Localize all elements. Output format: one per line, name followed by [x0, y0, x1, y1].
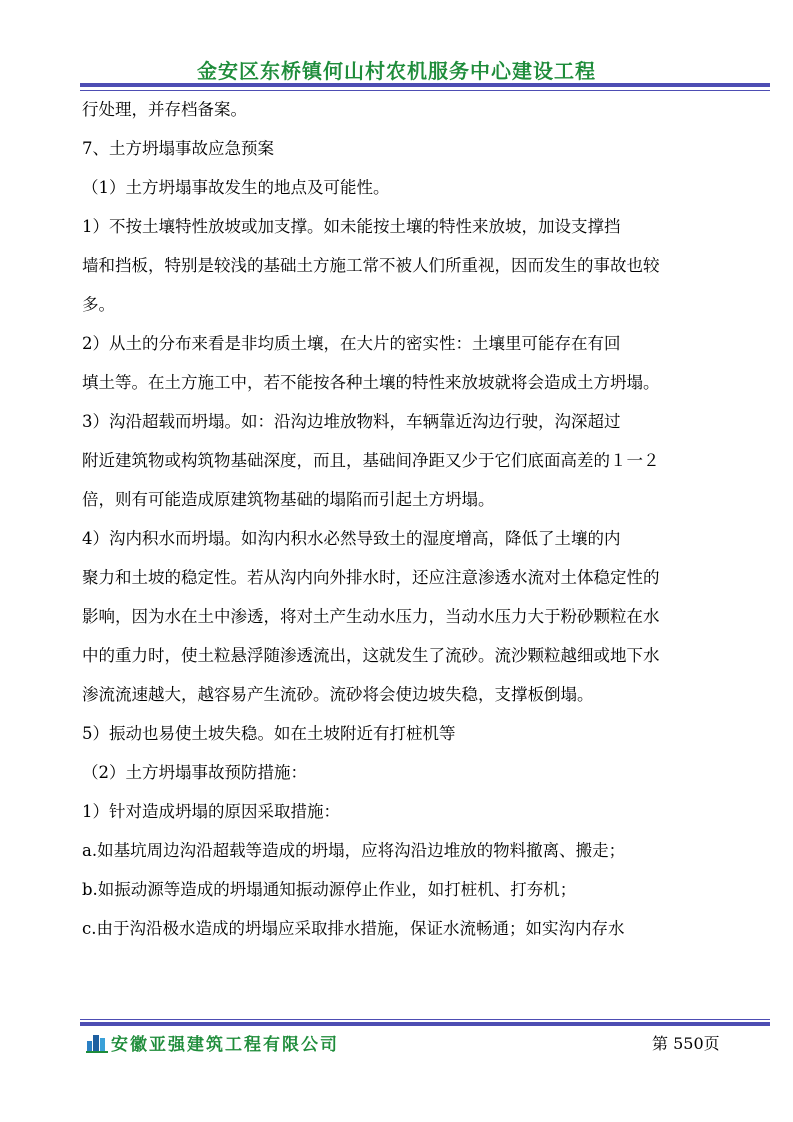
text-line: 影响，因为水在土中渗透，将对土产生动水压力，当动水压力大于粉砂颗粒在水: [82, 607, 660, 626]
text-line: 填土等。在土方施工中，若不能按各种土壤的特性来放坡就将会造成土方坍塌。: [82, 373, 660, 392]
text-line: （1）土方坍塌事故发生的地点及可能性。: [82, 178, 390, 197]
text-line: 4）沟内积水而坍塌。如沟内积水必然导致土的湿度增高，降低了土壤的内: [82, 529, 621, 548]
header-divider-thick: [80, 83, 770, 87]
header-divider-thin: [80, 90, 770, 91]
text-line: 倍，则有可能造成原建筑物基础的塌陷而引起土方坍塌。: [82, 490, 495, 509]
text-line: 多。: [82, 295, 115, 314]
footer-divider-thick: [80, 1022, 770, 1026]
document-body: [82, 97, 714, 941]
text-line: 2）从土的分布来看是非均质土壤，在大片的密实性：土壤里可能存在有回: [82, 334, 621, 353]
text-line: 聚力和土坡的稳定性。若从沟内向外排水时，还应注意渗透水流对土体稳定性的: [82, 568, 660, 587]
text-line: 中的重力时，使土粒悬浮随渗透流出，这就发生了流砂。流沙颗粒越细或地下水: [82, 646, 660, 665]
text-line: 1）不按土壤特性放坡或加支撑。如未能按土壤的特性来放坡，加设支撑挡: [82, 217, 621, 236]
text-line: c.由于沟沿极水造成的坍塌应采取排水措施，保证水流畅通；如实沟内存水: [82, 919, 625, 938]
text-line: （2）土方坍塌事故预防措施：: [82, 763, 307, 782]
text-line: 3）沟沿超载而坍塌。如：沿沟边堆放物料，车辆靠近沟边行驶，沟深超过: [82, 412, 621, 431]
building-logo-icon: [86, 1033, 108, 1053]
text-line: 5）振动也易使土坡失稳。如在土坡附近有打桩机等: [82, 724, 456, 743]
text-line: a.如基坑周边沟沿超载等造成的坍塌，应将沟沿边堆放的物料撤离、搬走；: [82, 841, 626, 860]
text-line: 渗流流速越大，越容易产生流砂。流砂将会使边坡失稳，支撑板倒塌。: [82, 685, 594, 704]
text-line: 行处理，并存档备案。: [82, 100, 247, 119]
text-line: 墙和挡板，特别是较浅的基础土方施工常不被人们所重视，因而发生的事故也较: [82, 256, 660, 275]
footer-page-number: 第 550页: [652, 1034, 720, 1053]
footer-company-name: 安徽亚强建筑工程有限公司: [111, 1035, 339, 1055]
footer-divider-thin: [80, 1019, 770, 1020]
document-header-title: 金安区东桥镇何山村农机服务中心建设工程: [197, 59, 596, 83]
text-line: 7、土方坍塌事故应急预案: [82, 139, 274, 158]
text-line: b.如振动源等造成的坍塌通知振动源停止作业，如打桩机、打夯机；: [82, 880, 577, 899]
text-line: 附近建筑物或构筑物基础深度，而且，基础间净距又少于它们底面高差的１一２: [82, 451, 660, 470]
text-line: 1）针对造成坍塌的原因采取措施：: [82, 802, 340, 821]
